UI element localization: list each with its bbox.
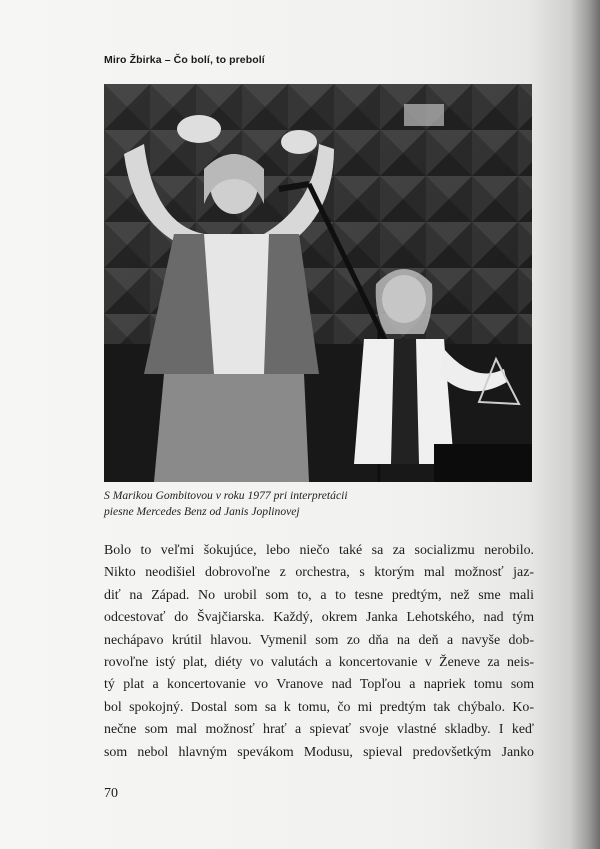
body-paragraph — [104, 540, 534, 764]
caption-line: piesne Mercedes Benz od Janis Joplinovej — [104, 505, 300, 518]
concert-photo — [104, 84, 532, 482]
text-line: Nikto neodišiel dobrovoľne z orchestra, s ktorým mal možnosť jaz- — [104, 565, 534, 581]
text-line: bol spokojný. Dostal som sa k tomu, čo mi predtým tak chýbalo. Ko- — [104, 699, 534, 715]
text-line: Bolo to veľmi šokujúce, lebo niečo také sa za socializmu nerobilo. — [104, 543, 534, 558]
photo-caption — [104, 488, 534, 520]
text-line: tý plat a koncertovanie vo Vranove nad Topľou a napriek tomu som — [104, 677, 534, 693]
text-line: diť na Západ. No urobil som to, a to tesne predtým, než sme mali — [104, 587, 534, 603]
text-line: odcestovať do Švajčiarska. Každý, okrem Janka Lehotského, nad tým — [104, 610, 534, 626]
page-number: 70 — [104, 786, 118, 801]
text-line: rovoľne istý plat, diéty vo valutách a koncertovanie v Ženeve za neis- — [104, 655, 534, 671]
running-head: Miro Žbirka – Čo bolí, to prebolí — [104, 54, 265, 66]
caption-line: S Marikou Gombitovou v roku 1977 pri interpretácii — [104, 489, 348, 502]
text-line: nečne som mal možnosť hrať a spievať svoje vlastné skladby. I keď — [104, 722, 534, 738]
photo-illustration — [104, 84, 532, 482]
text-line: som nebol hlavným spevákom Modusu, spieval predovšetkým Janko — [104, 744, 534, 760]
text-line: nechápavo krútil hlavou. Vymenil som zo dňa na deň a navyše dob- — [104, 632, 534, 648]
